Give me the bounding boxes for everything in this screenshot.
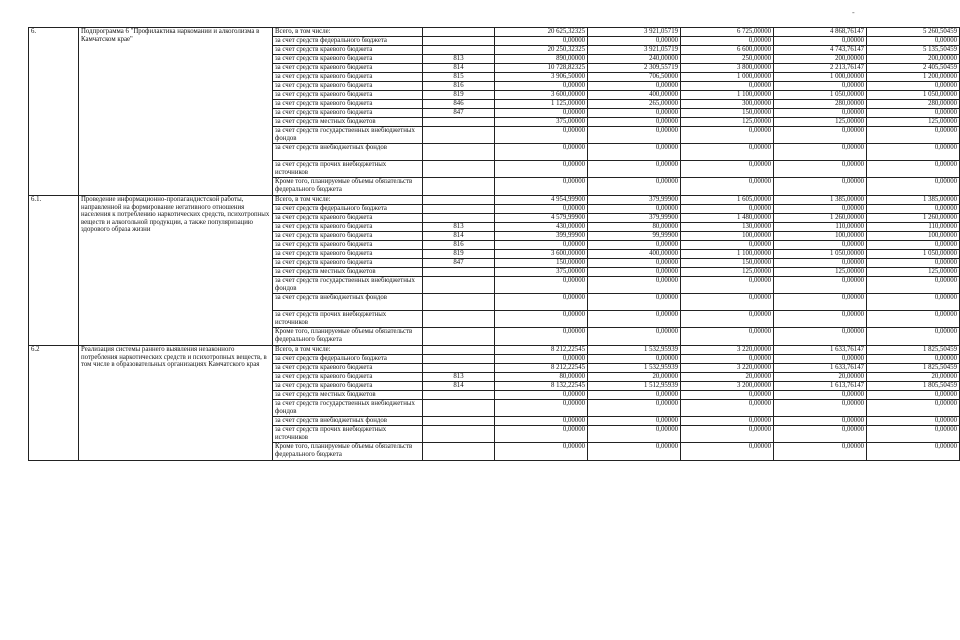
amount-cell: 0,00000 [774,161,867,178]
budget-code: 814 [423,64,495,73]
amount-cell: 0,00000 [681,400,774,417]
amount-cell: 0,00000 [681,443,774,461]
amount-cell: 0,00000 [588,417,681,426]
amount-cell: 0,00000 [681,178,774,196]
amount-cell: 430,00000 [495,223,588,232]
budget-code [423,161,495,178]
funding-source: за счет средств краевого бюджета [273,82,423,91]
budget-code [423,196,495,205]
amount-cell: 0,00000 [867,443,960,461]
funding-source: за счет средств внебюджетных фондов [273,294,423,311]
amount-cell: 3 220,00000 [681,346,774,355]
amount-cell: 10 728,82325 [495,64,588,73]
budget-code: 814 [423,382,495,391]
amount-cell: 0,00000 [681,37,774,46]
amount-cell: 0,00000 [867,109,960,118]
funding-source: за счет средств краевого бюджета [273,109,423,118]
amount-cell: 0,00000 [681,311,774,328]
amount-cell: 1 050,00000 [774,91,867,100]
amount-cell: 0,00000 [681,328,774,346]
budget-code: 813 [423,223,495,232]
amount-cell: 0,00000 [774,241,867,250]
amount-cell: 20 625,32325 [495,28,588,37]
amount-cell: 150,00000 [681,259,774,268]
amount-cell: 0,00000 [495,355,588,364]
amount-cell: 0,00000 [495,109,588,118]
amount-cell: 0,00000 [681,426,774,443]
amount-cell: 0,00000 [588,400,681,417]
amount-cell: 280,00000 [774,100,867,109]
amount-cell: 8 212,22545 [495,364,588,373]
budget-code: 816 [423,82,495,91]
amount-cell: 0,00000 [681,277,774,294]
amount-cell: 400,00000 [588,250,681,259]
funding-source: Всего, в том числе: [273,346,423,355]
funding-source: за счет средств краевого бюджета [273,223,423,232]
amount-cell: 80,00000 [495,373,588,382]
funding-source: за счет средств прочих внебюджетных источников [273,311,423,328]
amount-cell: 0,00000 [681,241,774,250]
amount-cell: 1 385,00000 [774,196,867,205]
amount-cell: 0,00000 [774,205,867,214]
amount-cell: 0,00000 [681,144,774,161]
budget-code [423,118,495,127]
amount-cell: 0,00000 [588,161,681,178]
amount-cell: 3 906,50000 [495,73,588,82]
funding-source: за счет средств краевого бюджета [273,46,423,55]
amount-cell: 0,00000 [774,259,867,268]
funding-source: за счет средств краевого бюджета [273,91,423,100]
item-number: 6.1. [29,196,79,346]
amount-cell: 1 000,00000 [681,73,774,82]
amount-cell: 0,00000 [495,311,588,328]
funding-source: за счет средств государственных внебюджетных фондов [273,277,423,294]
amount-cell: 3 220,00000 [681,364,774,373]
funding-source: за счет средств федерального бюджета [273,355,423,364]
amount-cell: 1 605,00000 [681,196,774,205]
amount-cell: 0,00000 [774,355,867,364]
budget-code [423,178,495,196]
amount-cell: 0,00000 [867,205,960,214]
funding-source: за счет средств краевого бюджета [273,232,423,241]
amount-cell: 0,00000 [495,82,588,91]
amount-cell: 0,00000 [774,443,867,461]
amount-cell: 4 579,99900 [495,214,588,223]
amount-cell: 1 260,00000 [867,214,960,223]
amount-cell: 0,00000 [867,294,960,311]
amount-cell: 4 868,76147 [774,28,867,37]
amount-cell: 0,00000 [681,391,774,400]
amount-cell: 0,00000 [588,109,681,118]
amount-cell: 0,00000 [495,277,588,294]
amount-cell: 375,00000 [495,268,588,277]
amount-cell: 0,00000 [588,355,681,364]
funding-source: за счет средств краевого бюджета [273,73,423,82]
funding-source: за счет средств краевого бюджета [273,64,423,73]
budget-code [423,311,495,328]
amount-cell: 890,00000 [495,55,588,64]
budget-code [423,214,495,223]
budget-code: 819 [423,250,495,259]
amount-cell: 1 050,00000 [774,250,867,259]
amount-cell: 20,00000 [774,373,867,382]
funding-source: за счет средств краевого бюджета [273,364,423,373]
funding-source: за счет средств краевого бюджета [273,382,423,391]
amount-cell: 0,00000 [681,355,774,364]
amount-cell: 399,99900 [495,232,588,241]
funding-source: за счет средств прочих внебюджетных источников [273,426,423,443]
amount-cell: 0,00000 [774,277,867,294]
amount-cell: 0,00000 [867,426,960,443]
item-name: Реализация системы раннего выявления незаконного потребления наркотических средств и психотропных веществ, в том числе в образовательных организациях Камчатского края [79,346,273,461]
amount-cell: 5 135,50459 [867,46,960,55]
amount-cell: 265,00000 [588,100,681,109]
funding-source: Кроме того, планируемые объемы обязательств федерального бюджета [273,328,423,346]
amount-cell: 0,00000 [774,391,867,400]
table-row [29,196,960,205]
funding-source: за счет средств краевого бюджета [273,100,423,109]
funding-source: за счет средств государственных внебюджетных фондов [273,127,423,144]
item-number: 6.2 [29,346,79,461]
funding-source: за счет средств прочих внебюджетных источников [273,161,423,178]
amount-cell: 1 825,50459 [867,364,960,373]
amount-cell: 0,00000 [681,82,774,91]
amount-cell: 0,00000 [588,178,681,196]
amount-cell: 1 385,00000 [867,196,960,205]
amount-cell: 706,50000 [588,73,681,82]
amount-cell: 0,00000 [774,426,867,443]
amount-cell: 8 212,22545 [495,346,588,355]
amount-cell: 100,00000 [867,232,960,241]
budget-code [423,144,495,161]
amount-cell: 0,00000 [495,400,588,417]
amount-cell: 0,00000 [867,144,960,161]
amount-cell: 1 260,00000 [774,214,867,223]
amount-cell: 0,00000 [588,443,681,461]
amount-cell: 0,00000 [681,294,774,311]
amount-cell: 0,00000 [774,37,867,46]
amount-cell: 1 532,95939 [588,346,681,355]
amount-cell: 0,00000 [495,391,588,400]
amount-cell: 0,00000 [495,37,588,46]
amount-cell: 8 132,22545 [495,382,588,391]
amount-cell: 0,00000 [588,241,681,250]
amount-cell: 2 309,55719 [588,64,681,73]
budget-code [423,391,495,400]
amount-cell: 0,00000 [588,391,681,400]
budget-code [423,346,495,355]
funding-source: Кроме того, планируемые объемы обязательств федерального бюджета [273,443,423,461]
amount-cell: 125,00000 [774,118,867,127]
amount-cell: 0,00000 [774,311,867,328]
budget-code [423,417,495,426]
funding-source: Всего, в том числе: [273,28,423,37]
amount-cell: 125,00000 [681,118,774,127]
table-row [29,28,960,37]
funding-source: за счет средств государственных внебюджетных фондов [273,400,423,417]
item-name: Подпрограмма 6 "Профилактика наркомании и алкоголизма в Камчатском крае" [79,28,273,196]
amount-cell: 4 954,99900 [495,196,588,205]
amount-cell: 0,00000 [588,277,681,294]
funding-source: за счет средств внебюджетных фондов [273,417,423,426]
amount-cell: 0,00000 [588,259,681,268]
amount-cell: 0,00000 [867,178,960,196]
amount-cell: 0,00000 [495,294,588,311]
amount-cell: 0,00000 [588,144,681,161]
amount-cell: 0,00000 [774,328,867,346]
amount-cell: 3 600,00000 [495,250,588,259]
budget-code [423,277,495,294]
amount-cell: 130,00000 [681,223,774,232]
funding-source: за счет средств краевого бюджета [273,241,423,250]
budget-code: 814 [423,232,495,241]
amount-cell: 3 921,05719 [588,46,681,55]
amount-cell: 3 600,00000 [495,91,588,100]
funding-source: Кроме того, планируемые объемы обязательств федерального бюджета [273,178,423,196]
amount-cell: 0,00000 [867,82,960,91]
table-row [29,346,960,355]
amount-cell: 1 532,95939 [588,364,681,373]
budget-code [423,328,495,346]
amount-cell: 0,00000 [495,144,588,161]
budget-code [423,355,495,364]
budget-code: 846 [423,100,495,109]
item-number: 6. [29,28,79,196]
amount-cell: 3 921,05719 [588,28,681,37]
funding-source: за счет средств местных бюджетов [273,118,423,127]
budget-code [423,268,495,277]
amount-cell: 200,00000 [867,55,960,64]
amount-cell: 80,00000 [588,223,681,232]
budget-code [423,443,495,461]
amount-cell: 0,00000 [495,178,588,196]
amount-cell: 0,00000 [495,205,588,214]
amount-cell: 0,00000 [588,311,681,328]
amount-cell: 0,00000 [774,178,867,196]
amount-cell: 0,00000 [681,205,774,214]
amount-cell: 1 825,50459 [867,346,960,355]
amount-cell: 0,00000 [867,277,960,294]
amount-cell: 250,00000 [681,55,774,64]
amount-cell: 0,00000 [495,426,588,443]
amount-cell: 4 743,76147 [774,46,867,55]
amount-cell: 6 600,00000 [681,46,774,55]
amount-cell: 400,00000 [588,91,681,100]
amount-cell: 3 800,00000 [681,64,774,73]
amount-cell: 2 405,50459 [867,64,960,73]
amount-cell: 0,00000 [867,127,960,144]
amount-cell: 0,00000 [867,161,960,178]
amount-cell: 0,00000 [588,82,681,91]
amount-cell: 1 512,95939 [588,382,681,391]
budget-table [28,27,960,461]
amount-cell: 2 213,76147 [774,64,867,73]
amount-cell: 20 250,32325 [495,46,588,55]
amount-cell: 1 200,00000 [867,73,960,82]
budget-code: 816 [423,241,495,250]
amount-cell: 0,00000 [588,127,681,144]
amount-cell: 240,00000 [588,55,681,64]
amount-cell: 0,00000 [681,417,774,426]
amount-cell: 1 050,00000 [867,91,960,100]
amount-cell: 1 633,76147 [774,346,867,355]
amount-cell: 5 260,50459 [867,28,960,37]
funding-source: за счет средств федерального бюджета [273,37,423,46]
budget-code: 813 [423,373,495,382]
amount-cell: 125,00000 [774,268,867,277]
amount-cell: 0,00000 [588,328,681,346]
amount-cell: 20,00000 [681,373,774,382]
amount-cell: 0,00000 [588,294,681,311]
amount-cell: 1 480,00000 [681,214,774,223]
budget-code: 815 [423,73,495,82]
amount-cell: 0,00000 [867,241,960,250]
amount-cell: 0,00000 [774,294,867,311]
amount-cell: 125,00000 [867,268,960,277]
amount-cell: 150,00000 [495,259,588,268]
amount-cell: 1 633,76147 [774,364,867,373]
table-body [29,28,960,461]
amount-cell: 0,00000 [867,259,960,268]
amount-cell: 0,00000 [681,127,774,144]
amount-cell: 0,00000 [867,417,960,426]
amount-cell: 0,00000 [867,355,960,364]
amount-cell: 1 100,00000 [681,250,774,259]
amount-cell: 0,00000 [495,443,588,461]
amount-cell: 0,00000 [588,37,681,46]
amount-cell: 6 725,00000 [681,28,774,37]
funding-source: за счет средств краевого бюджета [273,259,423,268]
amount-cell: 0,00000 [588,118,681,127]
amount-cell: 1 613,76147 [774,382,867,391]
amount-cell: 379,99900 [588,214,681,223]
amount-cell: 0,00000 [774,417,867,426]
funding-source: за счет средств внебюджетных фондов [273,144,423,161]
amount-cell: 0,00000 [867,328,960,346]
amount-cell: 0,00000 [495,127,588,144]
amount-cell: 300,00000 [681,100,774,109]
amount-cell: 1 000,00000 [774,73,867,82]
amount-cell: 20,00000 [867,373,960,382]
amount-cell: 0,00000 [495,417,588,426]
funding-source: за счет средств краевого бюджета [273,373,423,382]
amount-cell: 0,00000 [774,400,867,417]
amount-cell: 280,00000 [867,100,960,109]
amount-cell: 375,00000 [495,118,588,127]
budget-code: 847 [423,109,495,118]
funding-source: за счет средств местных бюджетов [273,391,423,400]
budget-code [423,364,495,373]
amount-cell: 0,00000 [588,205,681,214]
amount-cell: 0,00000 [867,391,960,400]
amount-cell: 0,00000 [867,37,960,46]
amount-cell: 0,00000 [495,328,588,346]
funding-source: за счет средств краевого бюджета [273,214,423,223]
amount-cell: 0,00000 [774,144,867,161]
budget-code [423,205,495,214]
budget-code: 819 [423,91,495,100]
amount-cell: 200,00000 [774,55,867,64]
amount-cell: 0,00000 [774,127,867,144]
item-name: Проведение информационно-пропагандистской работы, направленной на формирование негативного отношения населения к потреблению наркотических средств, психотропных веществ и алкогольной продукции, а также популяризацию здорового образа жизни [79,196,273,346]
amount-cell: 379,99900 [588,196,681,205]
amount-cell: 0,00000 [867,400,960,417]
amount-cell: 110,00000 [774,223,867,232]
amount-cell: 0,00000 [588,426,681,443]
amount-cell: 100,00000 [681,232,774,241]
amount-cell: 1 805,50459 [867,382,960,391]
corner-mark: - [852,8,855,17]
budget-code [423,127,495,144]
funding-source: за счет средств краевого бюджета [273,250,423,259]
budget-code [423,400,495,417]
amount-cell: 125,00000 [681,268,774,277]
budget-code [423,46,495,55]
funding-source: за счет средств федерального бюджета [273,205,423,214]
amount-cell: 3 200,00000 [681,382,774,391]
budget-code [423,426,495,443]
budget-code [423,294,495,311]
amount-cell: 99,99900 [588,232,681,241]
amount-cell: 1 100,00000 [681,91,774,100]
funding-source: Всего, в том числе: [273,196,423,205]
amount-cell: 150,00000 [681,109,774,118]
amount-cell: 0,00000 [681,161,774,178]
amount-cell: 0,00000 [495,241,588,250]
amount-cell: 0,00000 [495,161,588,178]
amount-cell: 0,00000 [774,109,867,118]
funding-source: за счет средств краевого бюджета [273,55,423,64]
amount-cell: 125,00000 [867,118,960,127]
amount-cell: 100,00000 [774,232,867,241]
budget-code: 847 [423,259,495,268]
amount-cell: 110,00000 [867,223,960,232]
amount-cell: 0,00000 [774,82,867,91]
budget-code: 813 [423,55,495,64]
amount-cell: 1 125,00000 [495,100,588,109]
amount-cell: 20,00000 [588,373,681,382]
budget-code [423,28,495,37]
funding-source: за счет средств местных бюджетов [273,268,423,277]
budget-code [423,37,495,46]
amount-cell: 0,00000 [867,311,960,328]
amount-cell: 1 050,00000 [867,250,960,259]
amount-cell: 0,00000 [588,268,681,277]
